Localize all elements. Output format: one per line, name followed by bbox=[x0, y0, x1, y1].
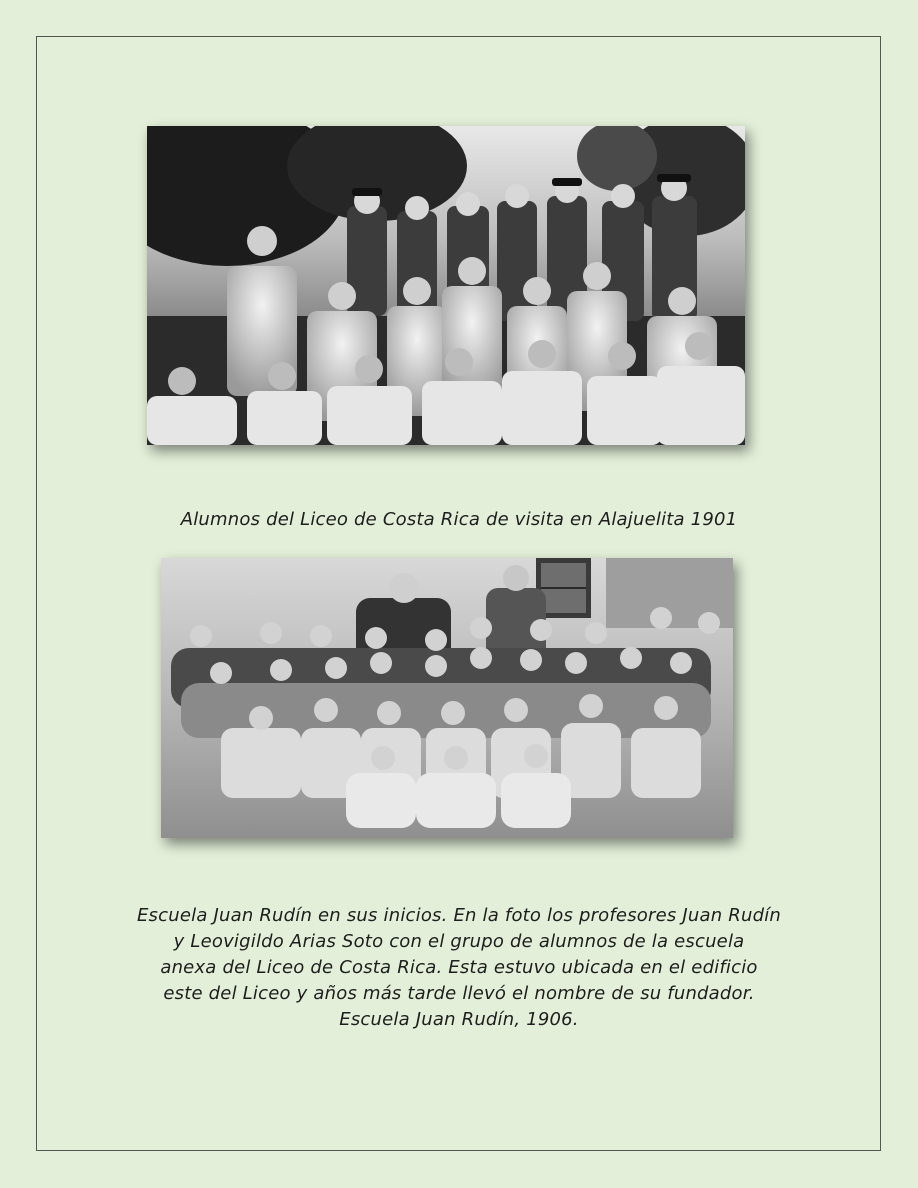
photo-caption-1: Alumnos del Liceo de Costa Rica de visita en Alajuelita 1901 bbox=[180, 509, 738, 530]
photo-illustration bbox=[161, 558, 733, 838]
photo-caption-2: Escuela Juan Rudín en sus inicios. En la foto los profesores Juan Rudín y Leovigildo Arias Soto con el grupo de alumnos de la escuela anexa del Liceo de Costa Rica. Esta estuvo ubicada en el edificio este del Liceo y años más tarde llevó el nombre de su fundador. Escuela Juan Rudín, 1906. bbox=[136, 905, 781, 1030]
group-photo-escuela-juan-rudin bbox=[161, 558, 733, 838]
group-photo-alajuelita bbox=[147, 126, 745, 445]
photo-illustration bbox=[147, 126, 745, 445]
